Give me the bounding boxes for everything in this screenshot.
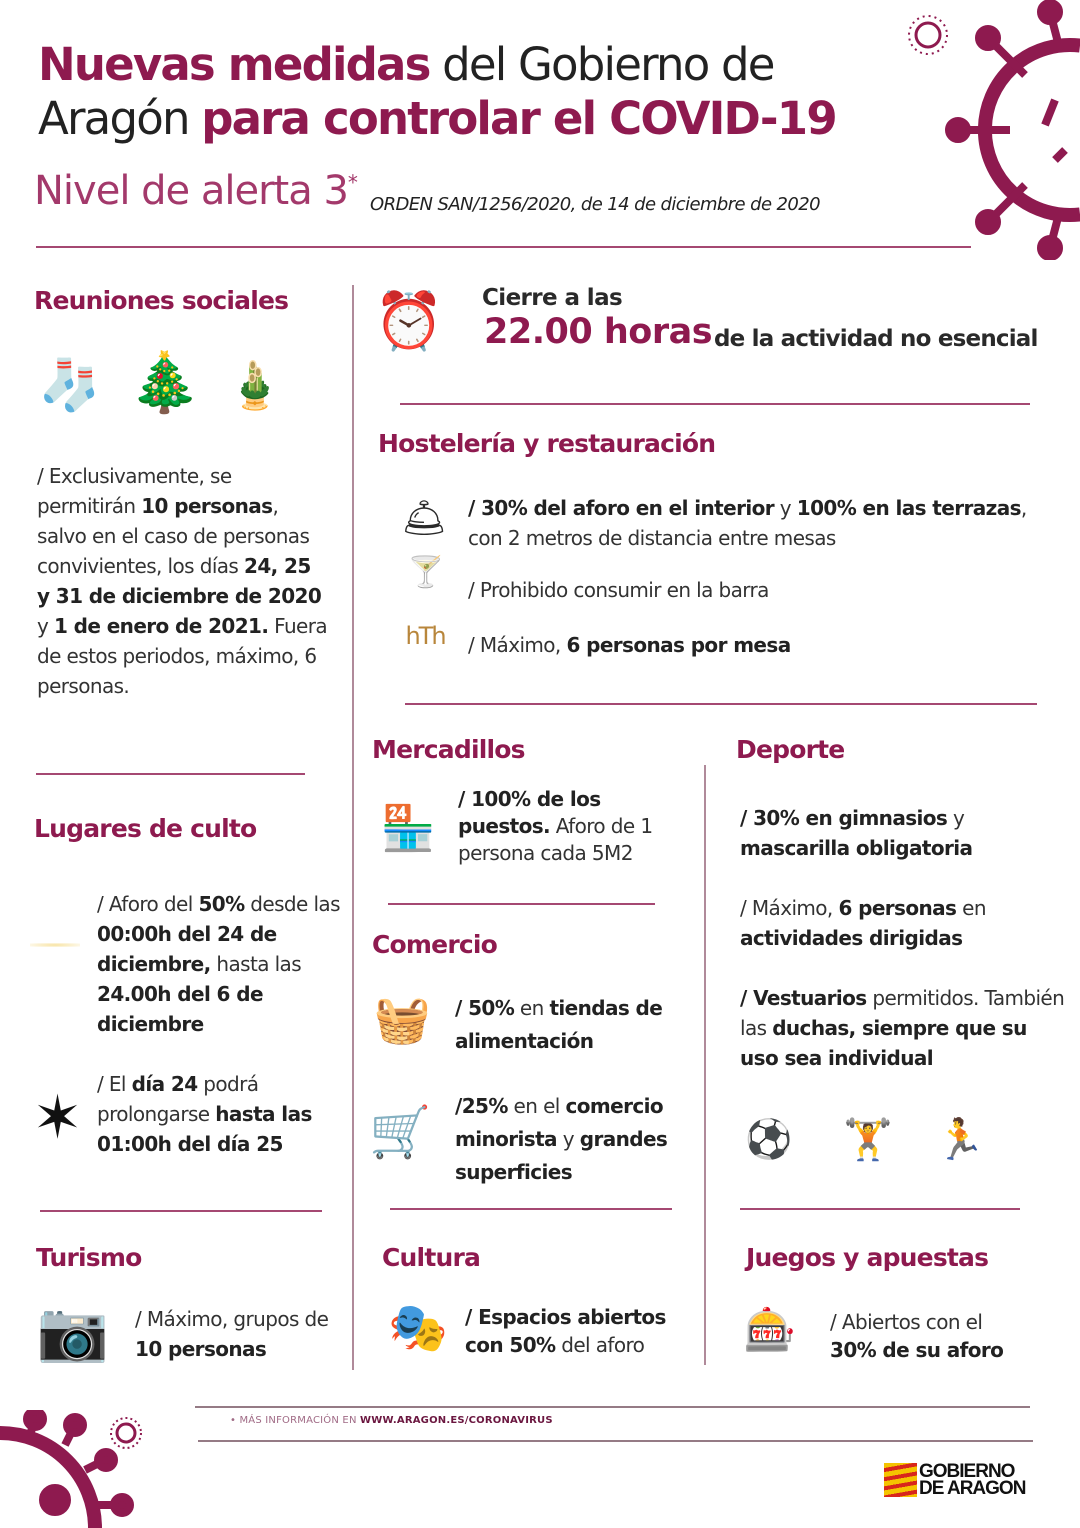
- bold-text: 24, 25 y 31 de diciembre de 2020: [37, 554, 322, 608]
- bold-text: actividades dirigidas: [740, 926, 963, 950]
- more-info-label: MÁS INFORMACIÓN EN: [239, 1415, 361, 1426]
- grocery-basket-icon: 🧺: [373, 991, 432, 1046]
- section-title-cultura: Cultura: [382, 1243, 481, 1272]
- closing-pre: Cierre a las: [482, 285, 623, 311]
- christmas-tree-icon: 🎄: [128, 348, 202, 416]
- text-segment: Aforo de 1 persona cada 5M2: [458, 814, 653, 865]
- page-title: [38, 38, 836, 146]
- bold-text: grandes superficies: [455, 1127, 668, 1184]
- title-line-1: [38, 38, 836, 92]
- text-segment: / Aforo del: [97, 892, 199, 916]
- turismo-text: [135, 1304, 335, 1364]
- candle-light-icon: [30, 925, 80, 965]
- alert-level-text: Nivel de alerta 3: [34, 168, 348, 214]
- culto-text-2: [97, 1069, 337, 1159]
- comercio-item: [455, 1090, 700, 1189]
- bold-text: 10 personas: [135, 1337, 267, 1361]
- bold-text: 100% en las terrazas: [796, 496, 1021, 520]
- mercadillos-text: [458, 786, 678, 867]
- small-virus-icon: [905, 12, 951, 58]
- alert-asterisk: *: [347, 170, 357, 195]
- text-segment: / Prohibido consumir en la barra: [468, 578, 769, 602]
- bold-text: tiendas de alimentación: [455, 996, 663, 1053]
- divider: [400, 403, 1030, 405]
- section-title-deporte: Deporte: [736, 735, 845, 764]
- section-title-culto: Lugares de culto: [34, 814, 257, 843]
- text-segment: y: [774, 496, 797, 520]
- cloche-icon: 🛎: [401, 498, 447, 539]
- text-segment: Fuera de estos periodos, máximo, 6 personas.: [37, 614, 328, 698]
- text-segment: y: [947, 806, 965, 830]
- text-segment: desde las: [244, 892, 340, 916]
- deporte-item: [740, 983, 1070, 1073]
- hosteleria-item: [468, 493, 1048, 553]
- text-segment: / El: [97, 1072, 132, 1096]
- divider: [390, 1208, 672, 1210]
- logo-line-1: GOBIERNO: [919, 1461, 1015, 1482]
- bold-text: 30% de su aforo: [830, 1338, 1004, 1362]
- bold-text: Nuevas medidas: [38, 38, 430, 91]
- bold-text: / 50%: [455, 996, 515, 1020]
- section-title-mercadillos: Mercadillos: [372, 735, 525, 764]
- section-title-juegos: Juegos y apuestas: [746, 1243, 989, 1272]
- bold-text: 10 personas: [141, 494, 273, 518]
- runner-icon: 🏃: [935, 1116, 985, 1163]
- casino-chips-icon: 🎰: [743, 1305, 797, 1354]
- text-segment: , con 2 metros de distancia entre mesas: [468, 496, 1027, 550]
- cultura-text: [465, 1303, 695, 1359]
- more-info-link[interactable]: WWW.ARAGON.ES/CORONAVIRUS: [360, 1415, 553, 1426]
- more-info: • MÁS INFORMACIÓN EN WWW.ARAGON.ES/CORONAVIRUS: [230, 1415, 553, 1426]
- hosteleria-item: [468, 575, 1028, 605]
- bold-text: / 30% del aforo en el interior: [468, 496, 774, 520]
- bold-text: día 24: [131, 1072, 198, 1096]
- comercio-item: [455, 992, 695, 1058]
- bold-text: / 100% de los puestos.: [458, 787, 601, 838]
- weightlifting-icon: 🏋: [843, 1117, 893, 1163]
- virus-decoration-icon: [940, 0, 1080, 260]
- text-segment: / Exclusivamente, se permitirán: [37, 464, 232, 518]
- text-segment: y: [37, 614, 54, 638]
- bold-text: / 30% en gimnasios: [740, 806, 948, 830]
- text-segment: en: [956, 896, 986, 920]
- column-divider: [704, 765, 706, 1365]
- star-icon: ✶: [32, 1082, 83, 1153]
- text-segment: permitidos. También las: [740, 986, 1065, 1040]
- soccer-ball-icon: ⚽: [745, 1116, 793, 1161]
- shopping-cart-icon: 🛒: [369, 1103, 432, 1161]
- text-segment: en el: [507, 1094, 566, 1118]
- gobierno-aragon-logo: [884, 1463, 1025, 1497]
- section-title-comercio: Comercio: [372, 930, 498, 959]
- text-segment: del aforo: [555, 1333, 645, 1357]
- alert-level: [34, 168, 357, 214]
- bold-text: para controlar el COVID-19: [201, 92, 836, 145]
- reuniones-text: [37, 461, 327, 701]
- section-title-turismo: Turismo: [36, 1243, 142, 1272]
- divider: [388, 903, 655, 905]
- bold-text: 24.00h del 6 de diciembre: [97, 982, 263, 1036]
- culto-text-1: [97, 889, 347, 1039]
- text-segment: en: [514, 996, 550, 1020]
- text-segment: / Máximo, grupos de: [135, 1307, 329, 1331]
- closing-time: 22.00 horas: [484, 312, 713, 352]
- bold-text: duchas, siempre que su uso sea individual: [740, 1016, 1027, 1070]
- bold-text: 6 personas por mesa: [566, 633, 791, 657]
- table-chairs-icon: hTh: [405, 622, 445, 650]
- text-segment: y: [556, 1127, 580, 1151]
- bold-text: 6 personas: [838, 896, 957, 920]
- text-segment: / Abiertos con el: [830, 1310, 983, 1334]
- market-stall-icon: 🏪: [380, 802, 436, 854]
- text-segment: / Máximo,: [740, 896, 839, 920]
- title-line-2: [38, 92, 836, 146]
- bold-text: / Espacios abiertos con 50%: [465, 1305, 666, 1357]
- divider: [40, 1210, 322, 1212]
- bold-text: 00:00h del 24 de diciembre,: [97, 922, 277, 976]
- text-segment: podrá prolongarse: [97, 1072, 259, 1126]
- divider: [405, 703, 1037, 705]
- bold-text: /25%: [455, 1094, 508, 1118]
- text-segment: Aragón: [38, 92, 202, 145]
- deporte-item: [740, 893, 1060, 953]
- text-segment: del Gobierno de: [429, 38, 774, 91]
- alarm-clock-icon: ⏰: [374, 288, 444, 354]
- aragon-flag-icon: [884, 1463, 917, 1497]
- logo-line-2: DE ARAGON: [919, 1478, 1026, 1499]
- section-title-hosteleria: Hostelería y restauración: [378, 429, 716, 458]
- divider: [198, 1440, 1033, 1442]
- hosteleria-item: [468, 630, 1028, 660]
- text-segment: hasta las: [210, 952, 302, 976]
- order-reference: ORDEN SAN/1256/2020, de 14 de diciembre de 2020: [370, 194, 820, 215]
- closing-post: de la actividad no esencial: [714, 326, 1038, 352]
- text-segment: , salvo en el caso de personas convivientes, los días: [37, 494, 310, 578]
- bold-text: 1 de enero de 2021.: [54, 614, 269, 638]
- divider: [36, 773, 305, 775]
- section-title-reuniones: Reuniones sociales: [34, 286, 289, 315]
- bold-text: 50%: [198, 892, 245, 916]
- bold-text: hasta las 01:00h del día 25: [97, 1102, 312, 1156]
- stocking-icon: 🧦: [38, 355, 102, 414]
- cocktail-icon: 🍸: [407, 555, 445, 590]
- bold-text: comercio minorista: [455, 1094, 664, 1151]
- divider: [195, 1406, 1030, 1408]
- theater-masks-icon: 🎭: [388, 1300, 448, 1356]
- divider: [740, 1208, 1020, 1210]
- camera-icon: 📷: [36, 1296, 110, 1365]
- juegos-text: [830, 1308, 1030, 1364]
- divider: [36, 246, 971, 248]
- bold-text: mascarilla obligatoria: [740, 836, 973, 860]
- ornaments-icon: 🎍: [226, 357, 284, 412]
- text-segment: / Máximo,: [468, 633, 567, 657]
- column-divider: [352, 285, 354, 1370]
- small-virus-bottom-icon: [108, 1415, 144, 1451]
- deporte-item: [740, 803, 1060, 863]
- bold-text: / Vestuarios: [740, 986, 867, 1010]
